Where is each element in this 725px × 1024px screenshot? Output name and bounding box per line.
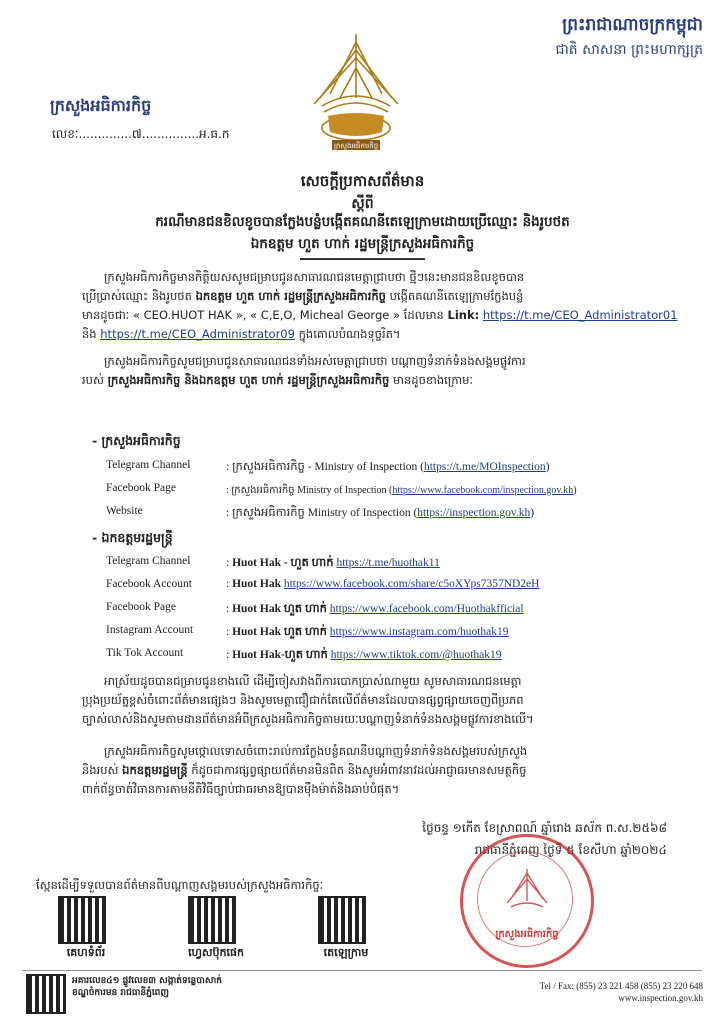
para1-text3: មានដូចជាៈ « CEO.HUOT HAK », « C,E,O, Micheal George » ដែលមាន (82, 308, 444, 322)
minister-row-label: Facebook Account (106, 578, 192, 590)
kingdom-title: ព្រះរាជាណាចក្រកម្ពុជា (562, 15, 703, 35)
ministry-row-label: Facebook Page (106, 482, 176, 494)
minister-row-value: : Huot Hak ហួត ហាក់ https://www.instagram.com/huothak19 (226, 626, 509, 638)
qr-website[interactable] (58, 896, 114, 962)
qr-caption: គេហទំព័រ (66, 946, 106, 959)
para3-line-1: អាស្រ័យដូចបានជម្រាបជូនខាងលើ ដើម្បីចៀសវាងពីការបោកប្រាស់ណាមួយ សូមសាធារណជនមេត្តា (104, 674, 522, 688)
ministry-section-heading: - ក្រសួងអធិការកិច្ច (92, 433, 181, 448)
qr-facebook[interactable] (188, 896, 244, 962)
para3-line-2: ប្រុងប្រយ័ត្នខ្ពស់ចំពោះព័ត៌មានផ្សេងៗ និងសូមមេត្តាជឿជាក់តែលើព័ត៌មានដែលបានផ្សព្វផ្សាយចេញពីប្រភព (82, 693, 524, 707)
minister-tiktok-link[interactable]: https://www.tiktok.com/@huothak19 (330, 649, 502, 661)
para1-text: ប្រើប្រាស់ឈ្មោះ និងរូបថត (82, 289, 192, 303)
ministry-name: ក្រសួងអធិការកិច្ច (50, 96, 152, 115)
qr-code-icon (318, 896, 366, 944)
para1-link-label: Link: (447, 308, 480, 322)
para4-line-2: និងរបស់ ឯកឧត្តមរដ្ឋមន្ត្រី ក៏ដូចជាការផ្សព្វផ្សាយព័ត៌មានមិនពិត និងសូមអំពាវនាវដល់អាជ្ញាធរមានសមត្ថកិច្ច (82, 763, 527, 777)
minister-facebook-page-link[interactable]: https://www.facebook.com/Huothakfficial (329, 603, 524, 615)
ministry-website-link[interactable]: https://inspection.gov.kh (417, 507, 531, 519)
minister-row-value: : Huot Hak - ហួត ហាក់ https://t.me/huothak11 (226, 557, 440, 569)
ministry-facebook-link[interactable]: https://www.facebook.com/inspection.gov.kh (392, 485, 574, 496)
fake-telegram-link-1[interactable]: https://t.me/CEO_Administrator01 (482, 308, 678, 322)
follow-instruction: ស្កែនដើម្បីទទួលបានព័ត៌មានពីបណ្តាញសង្គមរបស់ក្រសួងអធិការកិច្ចៈ (36, 878, 324, 892)
qr-caption: ហ្វេសប៊ុកផេក (188, 946, 244, 959)
para1-line-b (82, 287, 682, 306)
ministry-row-label: Telegram Channel (106, 459, 191, 471)
official-seal-icon (460, 834, 594, 968)
qr-code-icon (58, 896, 106, 944)
para4-line-3: ពាក់ព័ន្ធចាត់វិធានការតាមនីតិវិធីច្បាប់ជាធរមានឱ្យបានម៉ឺងម៉ាត់និងឆាប់បំផុត។ (82, 782, 400, 796)
minister-row-value: : Huot Hak-ហួត ហាក់ https://www.tiktok.com/@huothak19 (226, 649, 502, 661)
para2-text2: មានដូចខាងក្រោមៈ (393, 373, 473, 387)
paragraph-1 (82, 268, 682, 344)
reference-number: លេខៈ..............៧...............អ.ធ.ក (52, 127, 230, 141)
para1-text2: បង្កើតគណនីតេឡេក្រាមក្លែងបន្លំ (389, 289, 524, 303)
footer-divider (22, 970, 702, 971)
paragraph-4 (82, 742, 682, 799)
minister-row-label: Tik Tok Account (106, 647, 184, 659)
title-about: ស្តីពី (351, 196, 374, 212)
footer-address-line-2: ខណ្ឌចំការមន រាជធានីភ្នំពេញ (72, 988, 169, 998)
para1-end: ក្នុងគោលបំណងទុច្ចរិត។ (298, 327, 401, 341)
minister-facebook-account-link[interactable]: https://www.facebook.com/share/c5oXYps7357ND2eH (283, 578, 540, 590)
para1-line-c (82, 306, 682, 325)
ministry-telegram-link[interactable]: https://t.me/MOInspection (423, 461, 546, 473)
national-motto: ជាតិ សាសនា ព្រះមហាក្សត្រ (555, 42, 703, 58)
fake-telegram-link-2[interactable]: https://t.me/CEO_Administrator09 (100, 327, 295, 341)
document-title: សេចក្តីប្រកាសព័ត៌មាន (300, 172, 425, 190)
footer-address (72, 975, 222, 999)
qr-code-icon (188, 896, 236, 944)
footer-contact (540, 980, 703, 1004)
qr-telegram[interactable] (318, 896, 374, 962)
title-subject: ករណីមានជនខិលខូចបានក្លែងបន្លំបង្កើតគណនីតេឡេក្រាមដោយប្រើឈ្មោះ និងរូបថត (155, 214, 570, 230)
para1-bold: ឯកឧត្តម ហួត ហាក់ រដ្ឋមន្ត្រីក្រសួងអធិការកិច្ច (195, 289, 386, 303)
para2-text: របស់ (82, 373, 104, 387)
title-divider (300, 258, 425, 260)
ministry-emblem-icon (302, 28, 410, 156)
minister-row-label: Instagram Account (106, 624, 194, 636)
ministry-row-value: : ក្រសួងអធិការកិច្ច - Ministry of Inspection (https://t.me/MOInspection) (226, 461, 550, 473)
ministry-row-label: Website (106, 505, 143, 517)
emblem-label: ក្រសួងអធិការកិច្ច (333, 142, 379, 150)
lunar-date: ថ្ងៃចន្ទ ១កើត ខែស្រាពណ៍ ឆ្នាំរោង ឆស័ក ព.ស.២៥៦៨ (422, 821, 667, 835)
ministry-row-value: : ក្រសួងអធិការកិច្ច Ministry of Inspection (https://www.facebook.com/inspection.gov.kh) (226, 485, 577, 496)
ministry-row-value: : ក្រសួងអធិការកិច្ច Ministry of Inspection (https://inspection.gov.kh) (226, 507, 535, 519)
minister-row-label: Telegram Channel (106, 555, 191, 567)
footer-tel: Tel / Fax: (855) 23 221 458 (855) 23 220 648 (539, 981, 703, 991)
footer-qr-code-icon (26, 974, 66, 1014)
minister-row-label: Facebook Page (106, 601, 176, 613)
seal-label: ក្រសួងអធិការកិច្ច (495, 929, 559, 940)
para1-line-a: ក្រសួងអធិការកិច្ចមានកិត្តិយសសូមជម្រាបជូនសាធារណជនមេត្តាជ្រាបថា ថ្មីៗនេះមានជនខិលខូចបាន (104, 270, 525, 284)
title-subject-name: ឯកឧត្តម ហួត ហាក់ រដ្ឋមន្ត្រីក្រសួងអធិការកិច្ច (250, 236, 475, 252)
footer-address-line-1: អគារលេខ៤១ ផ្លូវលេខ៣ សង្កាត់ទន្លេបាសាក់ (72, 976, 222, 986)
minister-section-heading: - ឯកឧត្តមរដ្ឋមន្ត្រី (92, 530, 173, 545)
para1-and: និង (82, 327, 97, 341)
minister-row-value: : Huot Hak ហួត ហាក់ https://www.facebook.com/Huothakfficial (226, 603, 524, 615)
minister-telegram-link[interactable]: https://t.me/huothak11 (336, 557, 440, 569)
minister-instagram-link[interactable]: https://www.instagram.com/huothak19 (329, 626, 509, 638)
paragraph-3 (82, 672, 682, 729)
solar-date: រាជធានីភ្នំពេញ ថ្ងៃទី ៥ ខែសីហា ឆ្នាំ២០២៤ (474, 843, 667, 857)
para3-line-3: ច្បាស់លាស់និងសូមតាមដានព័ត៌មានអំពីក្រសួងអធិការកិច្ចតាមរយៈបណ្តាញទំនាក់ទំនងសង្គមផ្លូវការខាងលើ។ (82, 712, 534, 726)
para2-line-b (82, 371, 682, 390)
para1-line-d (82, 325, 682, 344)
para2-bold: ក្រសួងអធិការកិច្ច និងឯកឧត្តម ហួត ហាក់ រដ្ឋមន្ត្រីក្រសួងអធិការកិច្ច (107, 373, 390, 387)
paragraph-2 (82, 352, 682, 390)
footer-website: www.inspection.gov.kh (618, 993, 703, 1003)
seal-emblem-icon (503, 867, 551, 919)
para4-line-1: ក្រសួងអធិការកិច្ចសូមថ្កោលទោសចំពោះរាល់ការក្លែងបន្លំគណនីបណ្តាញទំនាក់ទំនងសង្គមរបស់ក្រសួង (104, 744, 528, 758)
qr-caption: តេឡេក្រាម (323, 946, 369, 959)
minister-row-value: : Huot Hak https://www.facebook.com/share/c5oXYps7357ND2eH (226, 578, 540, 590)
para2-line-a: ក្រសួងអធិការកិច្ចសូមជម្រាបជូនសាធារណជនទាំងអស់មេត្តាជ្រាបថា បណ្តាញទំនាក់ទំនងសង្គមផ្លូវការ (104, 354, 526, 368)
